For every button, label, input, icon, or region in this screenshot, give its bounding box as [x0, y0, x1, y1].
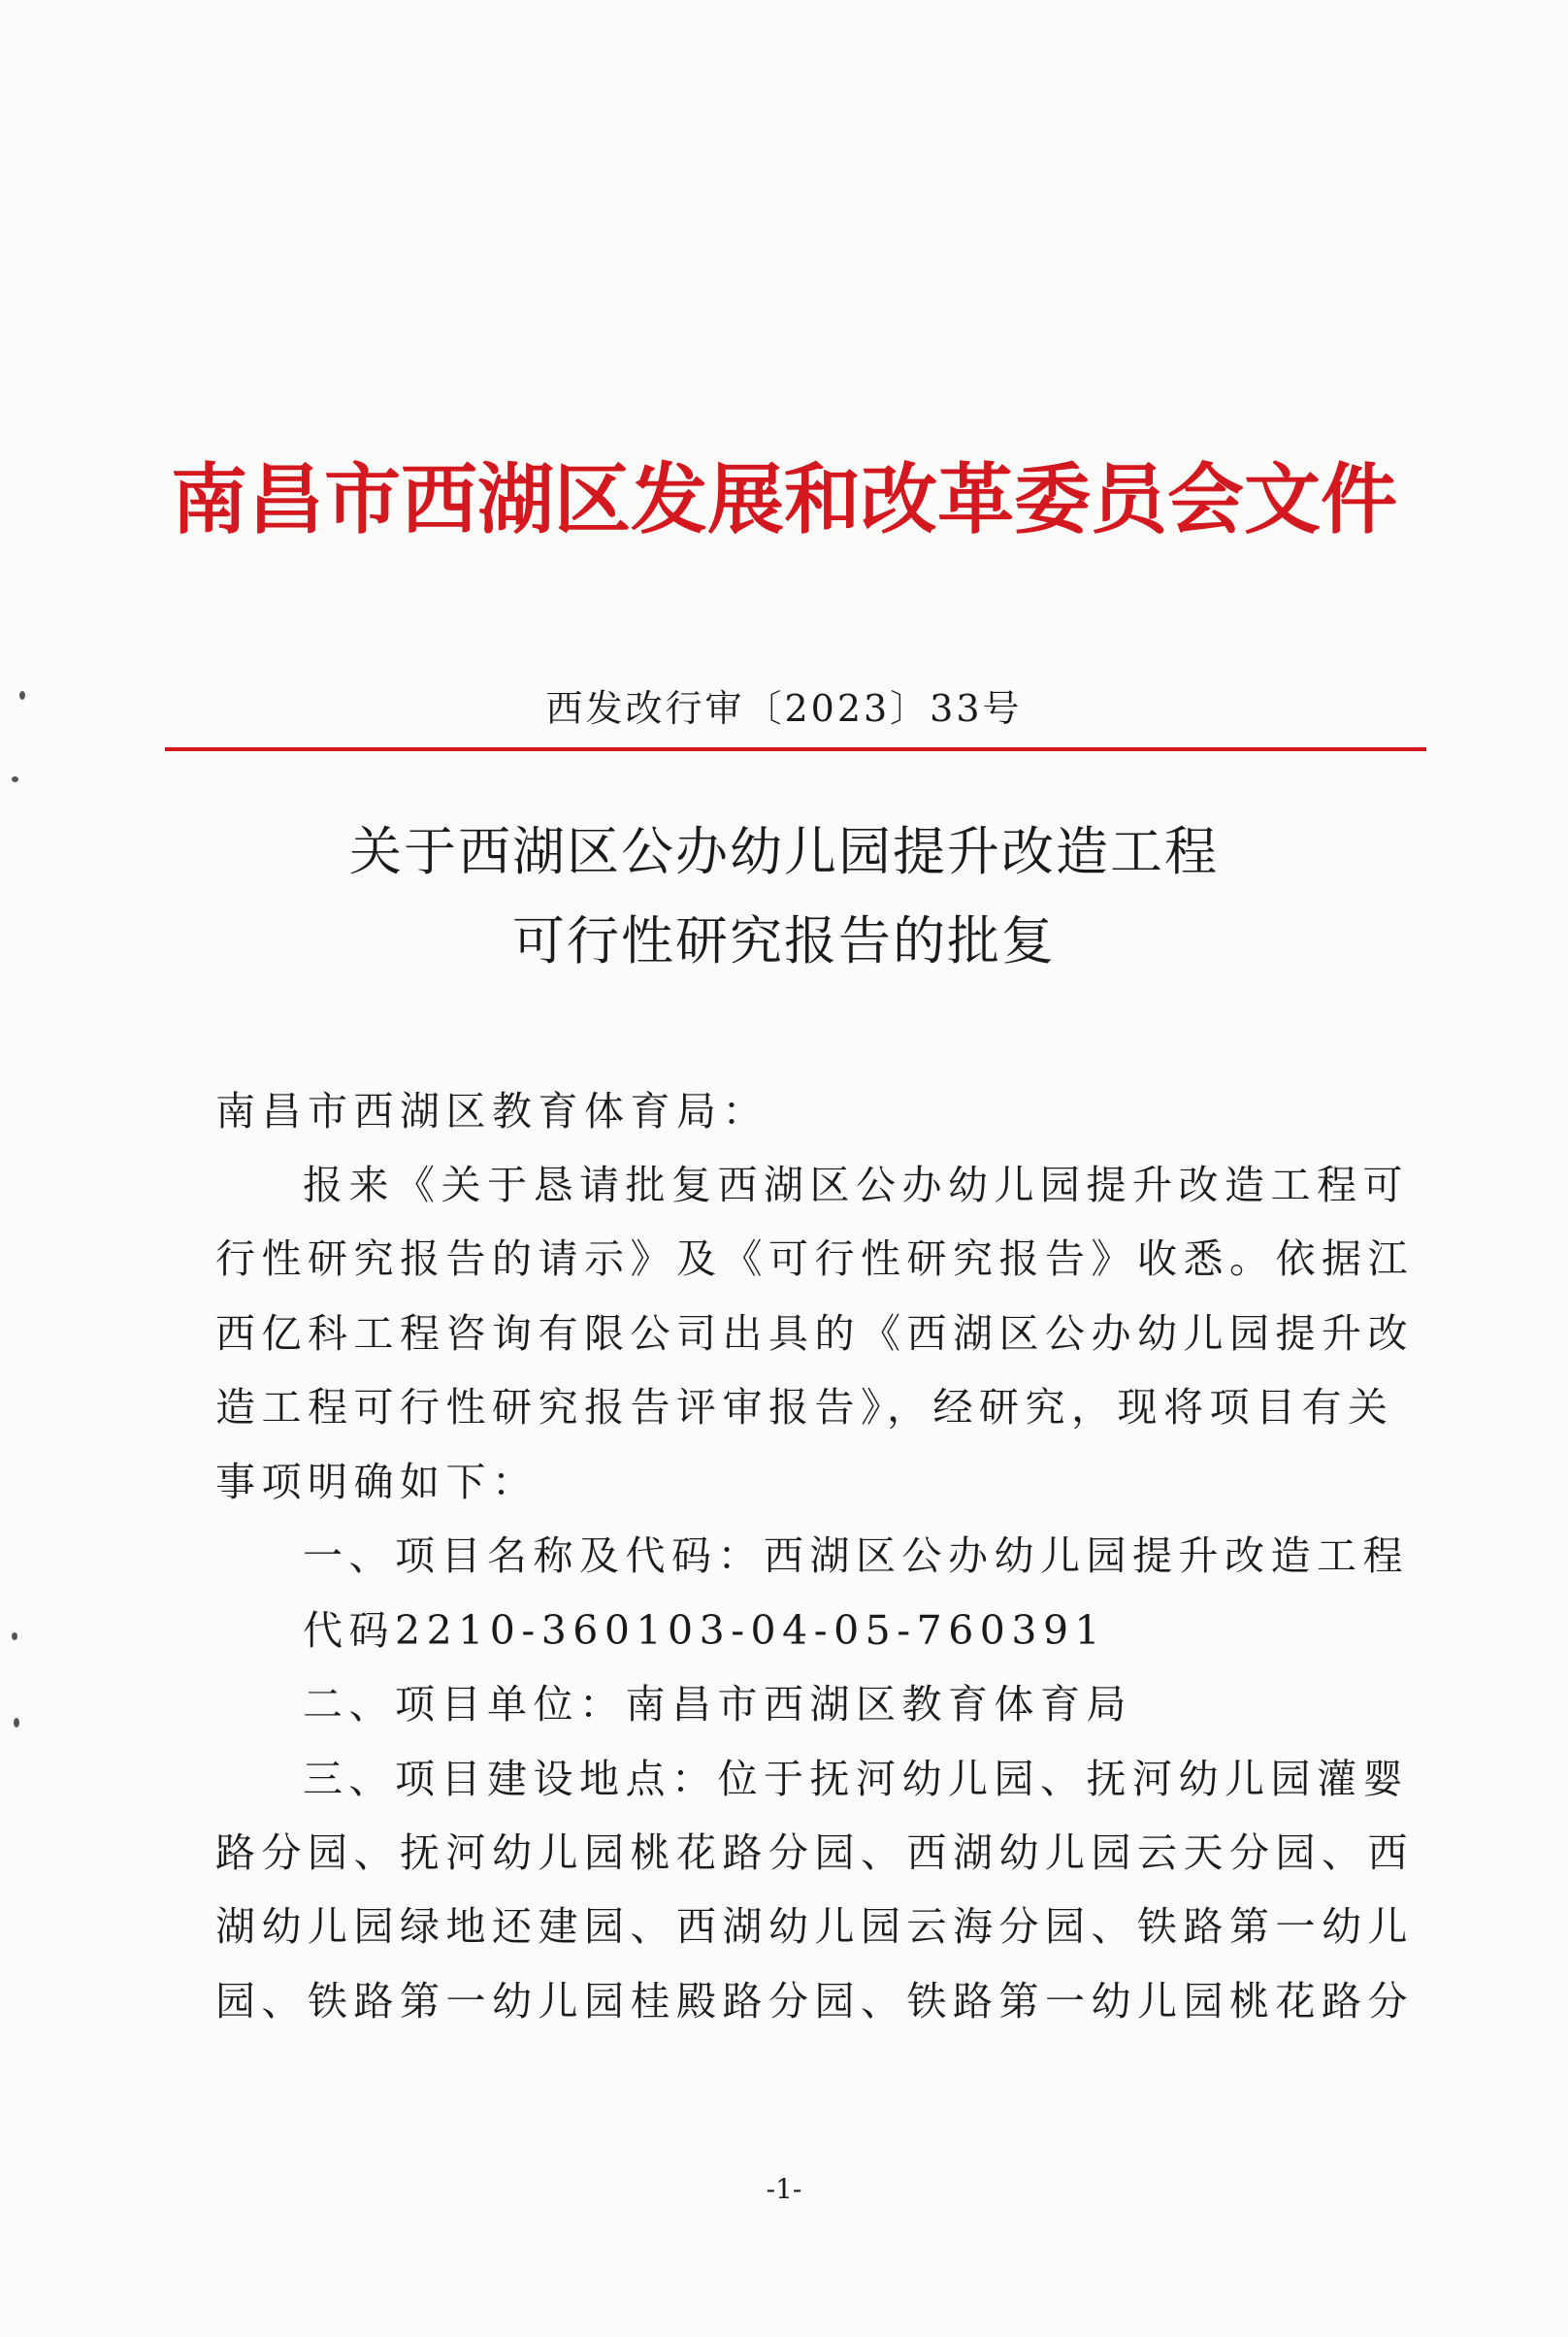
- page-number: -1-: [766, 2173, 802, 2205]
- body-line: 造工程可行性研究报告评审报告》，经研究，现将项目有关: [215, 1384, 1394, 1431]
- document-title-line-2: 可行性研究报告的批复: [512, 910, 1056, 971]
- document-title-line-1: 关于西湖区公办幼儿园提升改造工程: [349, 821, 1219, 882]
- body-line: 二、项目单位：南昌市西湖区教育体育局: [303, 1681, 1132, 1728]
- body-line: 报来《关于恳请批复西湖区公办幼儿园提升改造工程可: [303, 1162, 1409, 1208]
- scan-mark: [14, 1718, 19, 1728]
- addressee: 南昌市西湖区教育体育局：: [215, 1088, 768, 1135]
- red-divider-line: [165, 747, 1426, 751]
- body-line: 一、项目名称及代码：西湖区公办幼儿园提升改造工程: [303, 1532, 1409, 1579]
- letterhead-title: 南昌市西湖区发展和改革委员会文件: [171, 455, 1397, 544]
- body-line: 园、铁路第一幼儿园桂殿路分园、铁路第一幼儿园桃花路分: [215, 1978, 1414, 2024]
- document-number: 西发改行审〔2023〕33号: [545, 687, 1023, 730]
- scan-mark: [19, 691, 25, 700]
- body-line: 三、项目建设地点：位于抚河幼儿园、抚河幼儿园灌婴: [303, 1756, 1409, 1802]
- body-line: 行性研究报告的请示》及《可行性研究报告》收悉。依据江: [215, 1235, 1414, 1282]
- scan-mark: [12, 776, 18, 782]
- body-line: 西亿科工程咨询有限公司出具的《西湖区公办幼儿园提升改: [215, 1310, 1414, 1357]
- body-line: 代码2210-360103-04-05-760391: [303, 1607, 1107, 1654]
- body-line: 路分园、抚河幼儿园桃花路分园、西湖幼儿园云天分园、西: [215, 1829, 1414, 1876]
- body-line: 湖幼儿园绿地还建园、西湖幼儿园云海分园、铁路第一幼儿: [215, 1903, 1414, 1950]
- scan-mark: [12, 1632, 17, 1640]
- body-line: 事项明确如下：: [215, 1459, 539, 1505]
